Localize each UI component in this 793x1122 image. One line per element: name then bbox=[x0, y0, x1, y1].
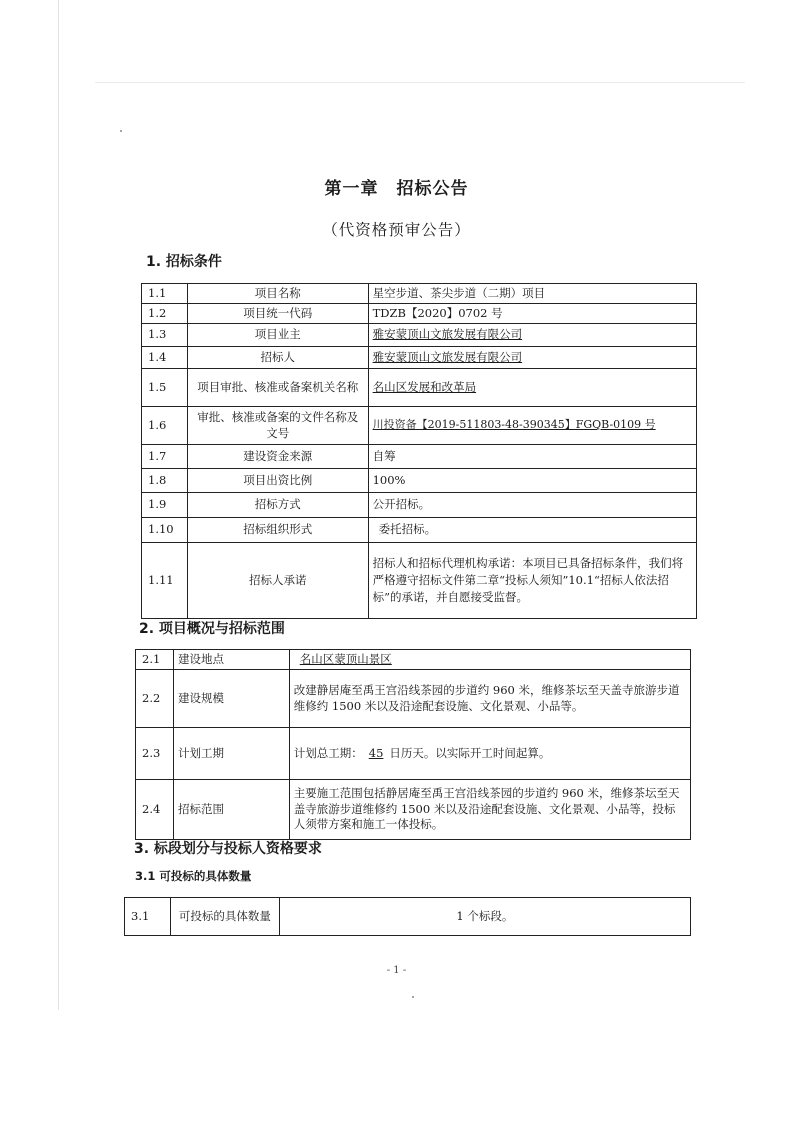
row-label: 项目出资比例 bbox=[187, 469, 368, 493]
project-overview-table bbox=[135, 649, 691, 840]
table-row bbox=[136, 728, 691, 780]
table-row bbox=[142, 493, 697, 518]
table-row bbox=[136, 650, 691, 670]
scan-speck bbox=[120, 130, 122, 132]
row-number: 1.8 bbox=[142, 469, 188, 493]
scan-edge bbox=[58, 0, 59, 1010]
duration-days: 45 bbox=[368, 745, 384, 760]
row-number: 1.9 bbox=[142, 493, 188, 518]
row-value: 星空步道、茶尖步道（二期）项目 bbox=[368, 284, 696, 304]
row-label: 招标人承诺 bbox=[187, 543, 368, 619]
row-number: 1.11 bbox=[142, 543, 188, 619]
row-number: 2.4 bbox=[136, 780, 174, 840]
row-value: 雅安蒙顶山文旅发展有限公司 bbox=[368, 347, 696, 369]
row-value: 自筹 bbox=[368, 445, 696, 469]
chapter-subtitle: （代资格预审公告） bbox=[322, 221, 471, 239]
table-row bbox=[142, 518, 697, 543]
table-row bbox=[142, 347, 697, 369]
row-label: 项目业主 bbox=[187, 324, 368, 347]
row-number: 1.7 bbox=[142, 445, 188, 469]
row-label: 可投标的具体数量 bbox=[170, 898, 279, 936]
row-number: 1.3 bbox=[142, 324, 188, 347]
row-label: 项目统一代码 bbox=[187, 304, 368, 324]
scan-edge bbox=[95, 82, 745, 83]
row-label: 招标范围 bbox=[173, 780, 289, 840]
row-number: 1.4 bbox=[142, 347, 188, 369]
row-number: 2.1 bbox=[136, 650, 174, 670]
duration-prefix: 计划总工期： bbox=[293, 745, 363, 760]
row-number: 2.2 bbox=[136, 670, 174, 728]
row-label: 项目名称 bbox=[187, 284, 368, 304]
row-label: 建设规模 bbox=[173, 670, 289, 728]
row-label: 建设资金来源 bbox=[187, 445, 368, 469]
table-row bbox=[142, 324, 697, 347]
row-number: 1.2 bbox=[142, 304, 188, 324]
page-number: - 1 - bbox=[386, 965, 407, 976]
row-value: 100% bbox=[368, 469, 696, 493]
row-value: 名山区发展和改革局 bbox=[368, 369, 696, 407]
section-heading-2: 2. 项目概况与招标范围 bbox=[139, 621, 285, 637]
table-row bbox=[142, 469, 697, 493]
sub-heading-3-1: 3.1 可投标的具体数量 bbox=[135, 869, 252, 883]
tender-conditions-table bbox=[141, 283, 697, 619]
row-value: 公开招标。 bbox=[368, 493, 696, 518]
table-row bbox=[142, 284, 697, 304]
row-value: 委托招标。 bbox=[368, 518, 696, 543]
row-value bbox=[289, 728, 690, 780]
row-value: 川投资备【2019-511803-48-390345】FGQB-0109 号 bbox=[368, 407, 696, 445]
scan-speck bbox=[412, 996, 414, 998]
table-row bbox=[142, 445, 697, 469]
row-number: 1.5 bbox=[142, 369, 188, 407]
row-value: 招标人和招标代理机构承诺：本项目已具备招标条件，我们将严格遵守招标文件第二章“投标人须知”10.1“招标人依法招标”的承诺，并自愿接受监督。 bbox=[368, 543, 696, 619]
row-label: 建设地点 bbox=[173, 650, 289, 670]
row-value: 1 个标段。 bbox=[279, 898, 690, 936]
row-value: 雅安蒙顶山文旅发展有限公司 bbox=[368, 324, 696, 347]
row-label: 项目审批、核准或备案机关名称 bbox=[187, 369, 368, 407]
row-value: 名山区蒙顶山景区 bbox=[299, 651, 392, 666]
table-row bbox=[136, 780, 691, 840]
bid-quantity-table bbox=[124, 897, 691, 936]
row-value: 改建静居庵至禹王宫沿线茶园的步道约 960 米，维修茶坛至天盖寺旅游步道维修约 1500 米以及沿途配套设施、文化景观、小品等。 bbox=[289, 670, 690, 728]
row-label: 招标方式 bbox=[187, 493, 368, 518]
table-row bbox=[136, 670, 691, 728]
table-row bbox=[142, 543, 697, 619]
section-heading-1: 1. 招标条件 bbox=[146, 254, 222, 270]
row-label: 招标组织形式 bbox=[187, 518, 368, 543]
row-number: 1.1 bbox=[142, 284, 188, 304]
row-number: 2.3 bbox=[136, 728, 174, 780]
row-label: 计划工期 bbox=[173, 728, 289, 780]
section-heading-3: 3. 标段划分与投标人资格要求 bbox=[134, 841, 322, 857]
row-label: 招标人 bbox=[187, 347, 368, 369]
row-value: 主要施工范围包括静居庵至禹王宫沿线茶园的步道约 960 米，维修茶坛至天盖寺旅游步道维修约 1500 米以及沿途配套设施、文化景观、小品等，投标人须带方案和施工一体投标。 bbox=[289, 780, 690, 840]
duration-suffix: 日历天。以实际开工时间起算。 bbox=[389, 745, 551, 760]
row-number: 1.10 bbox=[142, 518, 188, 543]
table-row bbox=[142, 304, 697, 324]
row-label: 审批、核准或备案的文件名称及文号 bbox=[187, 407, 368, 445]
table-row bbox=[142, 407, 697, 445]
table-row bbox=[142, 369, 697, 407]
table-row bbox=[125, 898, 691, 936]
row-value: TDZB【2020】0702 号 bbox=[368, 304, 696, 324]
row-number: 3.1 bbox=[125, 898, 171, 936]
row-number: 1.6 bbox=[142, 407, 188, 445]
chapter-title: 第一章 招标公告 bbox=[324, 179, 469, 199]
